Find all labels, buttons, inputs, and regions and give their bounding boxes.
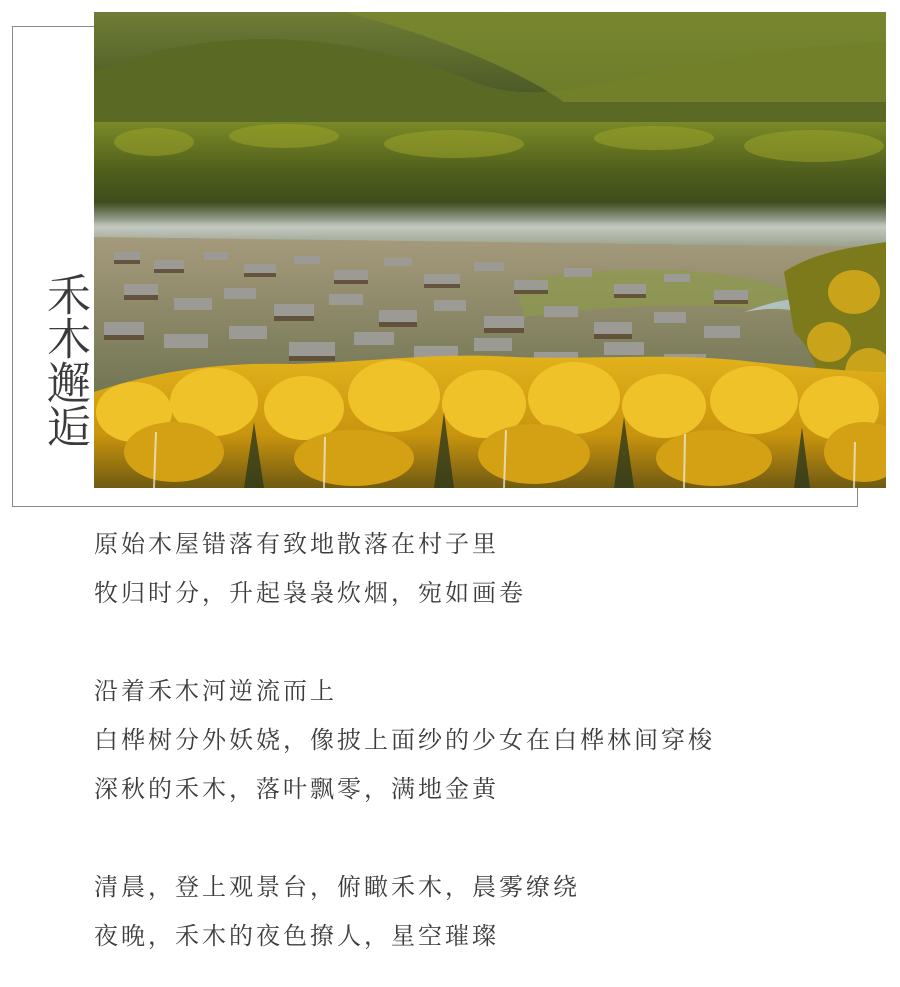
text-line: 沿着禾木河逆流而上 bbox=[94, 677, 337, 705]
text-line: 牧归时分，升起袅袅炊烟，宛如画卷 bbox=[94, 579, 526, 607]
poem-text bbox=[94, 526, 884, 967]
text-line: 白桦树分外妖娆，像披上面纱的少女在白桦林间穿梭 bbox=[94, 726, 715, 754]
vertical-title: 禾木邂逅 bbox=[39, 272, 90, 448]
text-line: 原始木屋错落有致地散落在村子里 bbox=[94, 530, 499, 558]
text-line: 深秋的禾木，落叶飘零，满地金黄 bbox=[94, 775, 499, 803]
text-line: 夜晚，禾木的夜色撩人，星空璀璨 bbox=[94, 922, 499, 950]
landscape-photo bbox=[94, 12, 886, 488]
text-line: 清晨，登上观景台，俯瞰禾木，晨雾缭绕 bbox=[94, 873, 580, 901]
